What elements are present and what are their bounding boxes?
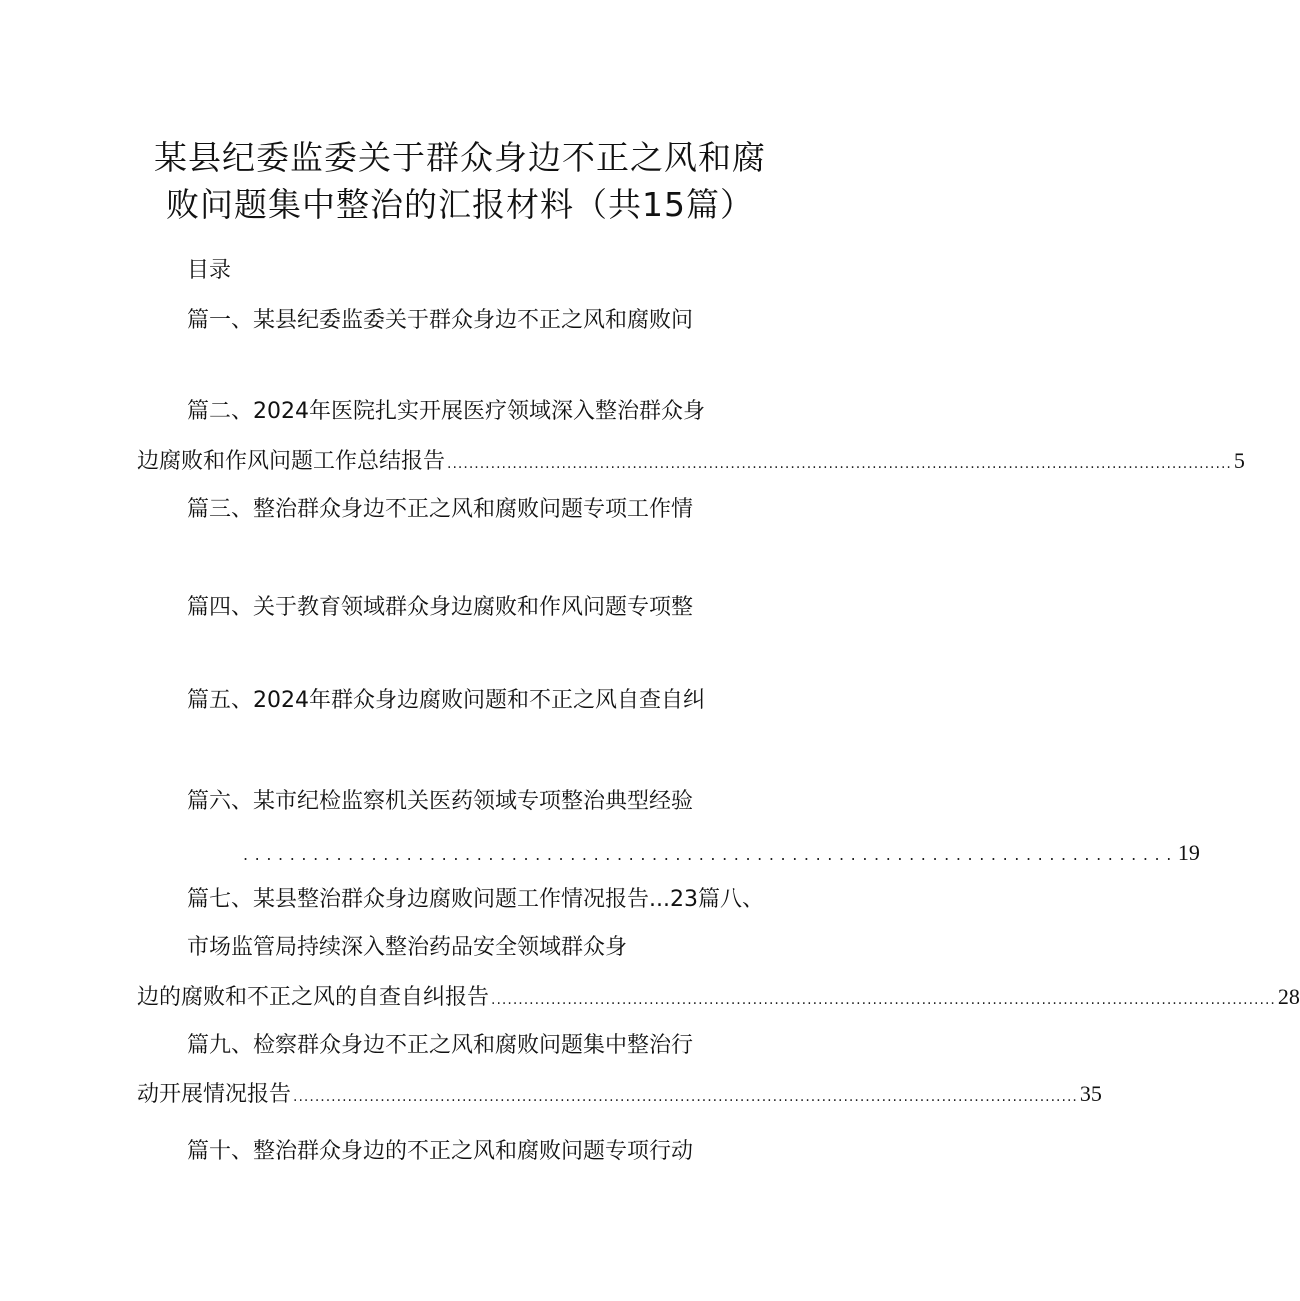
toc-leader-dots: ................................................................................................................................................ <box>491 992 1276 1008</box>
document-title-line-1: 某县纪委监委关于群众身边不正之风和腐 <box>154 138 766 177</box>
toc-item-10[interactable]: 篇十、整治群众身边的不正之风和腐败问题专项行动 <box>187 1139 694 1164</box>
document-title-line-2: 败问题集中整治的汇报材料（共15篇） <box>166 185 754 224</box>
toc-item-2-line-1[interactable]: 篇二、2024年医院扎实开展医疗领域深入整治群众身 <box>187 399 705 424</box>
toc-item-7[interactable]: 篇七、某县整治群众身边腐败问题工作情况报告...23篇八、 <box>187 887 764 912</box>
toc-leader-dots-spaced: ................................................................................ <box>243 845 1178 864</box>
toc-item-3[interactable]: 篇三、整治群众身边不正之风和腐败问题专项工作情 <box>187 497 694 522</box>
toc-item-8-line-3[interactable] <box>137 982 1300 1015</box>
toc-item-8-page: 28 <box>1277 984 1300 1009</box>
toc-item-2-line-2[interactable] <box>137 446 1245 479</box>
toc-item-6[interactable]: 篇六、某市纪检监察机关医药领域专项整治典型经验 <box>187 789 694 814</box>
toc-item-9-line-1[interactable]: 篇九、检察群众身边不正之风和腐败问题集中整治行 <box>187 1033 694 1058</box>
toc-item-5[interactable]: 篇五、2024年群众身边腐败问题和不正之风自查自纠 <box>187 688 705 713</box>
toc-item-9-line-2[interactable] <box>137 1079 1102 1112</box>
toc-item-6-leader[interactable] <box>243 838 1200 870</box>
toc-item-2-text: 边腐败和作风问题工作总结报告 <box>137 449 446 474</box>
toc-item-1[interactable]: 篇一、某县纪委监委关于群众身边不正之风和腐败问 <box>187 308 694 333</box>
toc-item-9-page: 35 <box>1079 1081 1102 1106</box>
toc-leader-dots: ................................................................................................................................................ <box>293 1089 1078 1105</box>
toc-item-4[interactable]: 篇四、关于教育领域群众身边腐败和作风问题专项整 <box>187 595 694 620</box>
toc-item-8-text: 边的腐败和不正之风的自查自纠报告 <box>137 985 490 1010</box>
toc-heading: 目录 <box>187 258 232 283</box>
toc-item-2-page: 5 <box>1233 448 1245 473</box>
toc-item-9-text: 动开展情况报告 <box>137 1082 292 1107</box>
toc-item-8-line-2[interactable]: 市场监管局持续深入整治药品安全领域群众身 <box>187 935 628 960</box>
toc-item-6-page: 19 <box>1177 840 1200 865</box>
toc-leader-dots: ................................................................................................................................................ <box>447 456 1232 472</box>
